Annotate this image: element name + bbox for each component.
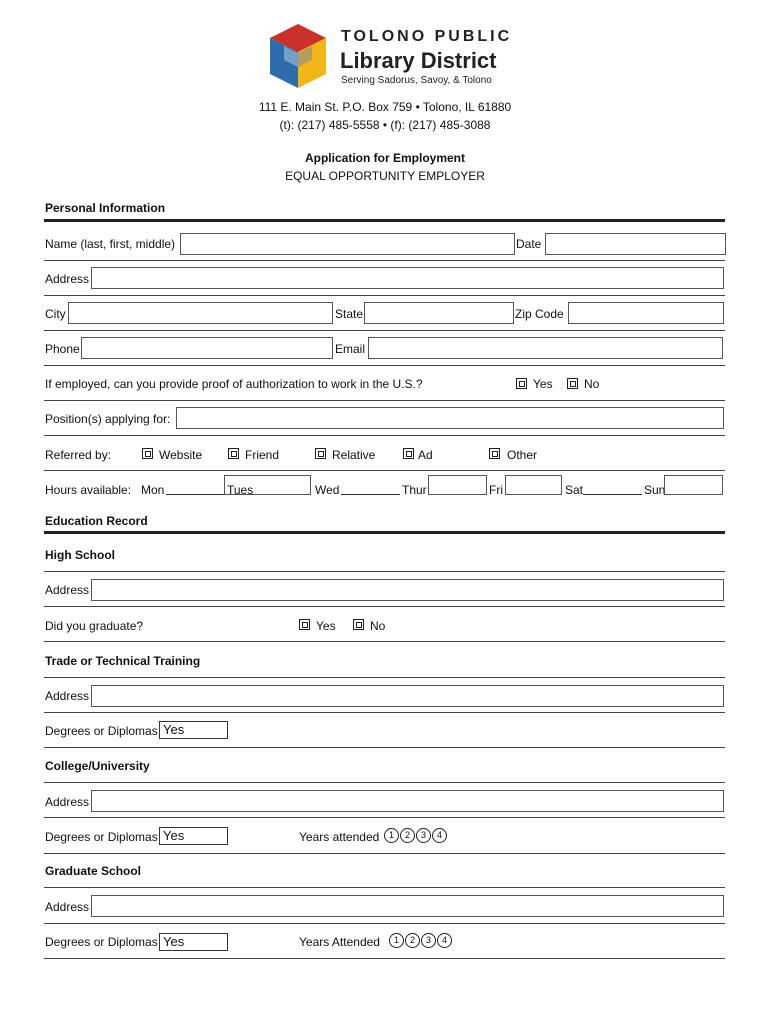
referred-other-label: Other <box>507 448 538 462</box>
referred-ad-checkbox[interactable] <box>403 448 414 459</box>
city-field[interactable] <box>68 302 333 324</box>
library-logo <box>266 22 330 94</box>
date-label: Date <box>516 237 542 251</box>
row-divider <box>44 923 725 924</box>
phone-field[interactable] <box>81 337 333 359</box>
graduate-no-label: No <box>370 619 386 633</box>
hs-address-field[interactable] <box>91 579 724 601</box>
address-label: Address <box>45 272 90 286</box>
day-thur-label: Thur <box>402 483 427 497</box>
section-divider <box>44 531 725 534</box>
college-heading: College/University <box>45 759 150 773</box>
form-title: Application for Employment <box>304 151 465 165</box>
row-divider <box>44 641 725 642</box>
section-divider <box>44 219 725 222</box>
year-1-option[interactable]: 1 <box>389 933 404 948</box>
org-address: 111 E. Main St. P.O. Box 759 • Tolono, IL 61880 <box>258 100 512 114</box>
grad-years-options[interactable] <box>389 933 453 948</box>
position-label: Position(s) applying for: <box>45 412 171 426</box>
name-field[interactable] <box>180 233 515 255</box>
zip-label: Zip Code <box>515 307 564 321</box>
wed-hours-field[interactable] <box>341 494 400 495</box>
date-field[interactable] <box>545 233 726 255</box>
row-divider <box>44 747 725 748</box>
college-degrees-field[interactable]: Yes <box>159 827 228 845</box>
row-divider <box>44 712 725 713</box>
authorization-no-checkbox[interactable] <box>567 378 578 389</box>
authorization-question: If employed, can you provide proof of authorization to work in the U.S.? <box>45 377 423 391</box>
year-4-option[interactable]: 4 <box>432 828 447 843</box>
day-wed-label: Wed <box>315 483 340 497</box>
row-divider <box>44 887 725 888</box>
referred-friend-label: Friend <box>245 448 280 462</box>
grad-degrees-field[interactable]: Yes <box>159 933 228 951</box>
year-3-option[interactable]: 3 <box>416 828 431 843</box>
college-years-options[interactable] <box>384 828 448 843</box>
sun-hours-field[interactable] <box>664 475 723 495</box>
trade-heading: Trade or Technical Training <box>45 654 201 668</box>
year-2-option[interactable]: 2 <box>400 828 415 843</box>
education-heading: Education Record <box>45 514 148 528</box>
zip-field[interactable] <box>568 302 724 324</box>
referred-other-checkbox[interactable] <box>489 448 500 459</box>
college-address-label: Address <box>45 795 90 809</box>
day-sat-label: Sat <box>565 483 584 497</box>
city-label: City <box>45 307 66 321</box>
referred-website-label: Website <box>159 448 203 462</box>
row-divider <box>44 260 725 261</box>
referred-label: Referred by: <box>45 448 112 462</box>
graduate-no-checkbox[interactable] <box>353 619 364 630</box>
year-4-option[interactable]: 4 <box>437 933 452 948</box>
referred-relative-checkbox[interactable] <box>315 448 326 459</box>
mon-hours-field[interactable] <box>166 494 224 495</box>
phone-label: Phone <box>45 342 80 356</box>
grad-address-field[interactable] <box>91 895 724 917</box>
trade-address-field[interactable] <box>91 685 724 707</box>
row-divider <box>44 400 725 401</box>
hs-address-label: Address <box>45 583 90 597</box>
referred-website-checkbox[interactable] <box>142 448 153 459</box>
row-divider <box>44 365 725 366</box>
org-tagline: Serving Sadorus, Savoy, & Tolono <box>341 75 492 86</box>
row-divider <box>44 470 725 471</box>
grad-years-label: Years Attended <box>299 935 380 949</box>
day-fri-label: Fri <box>489 483 503 497</box>
year-3-option[interactable]: 3 <box>421 933 436 948</box>
state-label: State <box>335 307 364 321</box>
authorization-yes-checkbox[interactable] <box>516 378 527 389</box>
address-field[interactable] <box>91 267 724 289</box>
college-degrees-label: Degrees or Diplomas <box>45 830 158 844</box>
high-school-heading: High School <box>45 548 115 562</box>
authorization-yes-label: Yes <box>533 377 553 391</box>
graduate-yes-checkbox[interactable] <box>299 619 310 630</box>
referred-ad-label: Ad <box>418 448 433 462</box>
graduate-school-heading: Graduate School <box>45 864 142 878</box>
row-divider <box>44 606 725 607</box>
day-tues-label: Tues <box>227 483 254 497</box>
row-divider <box>44 571 725 572</box>
org-name-line2: Library District <box>340 48 497 73</box>
trade-degrees-field[interactable]: Yes <box>159 721 228 739</box>
personal-heading: Personal Information <box>45 201 166 215</box>
college-address-field[interactable] <box>91 790 724 812</box>
row-divider <box>44 435 725 436</box>
row-divider <box>44 817 725 818</box>
graduate-yes-label: Yes <box>316 619 336 633</box>
authorization-no-label: No <box>584 377 600 391</box>
hours-label: Hours available: <box>45 483 132 497</box>
college-years-label: Years attended <box>299 830 380 844</box>
row-divider <box>44 782 725 783</box>
sat-hours-field[interactable] <box>583 494 642 495</box>
year-2-option[interactable]: 2 <box>405 933 420 948</box>
row-divider <box>44 295 725 296</box>
graduate-question: Did you graduate? <box>45 619 144 633</box>
org-name-line1: TOLONO PUBLIC <box>341 28 513 45</box>
row-divider <box>44 677 725 678</box>
trade-address-label: Address <box>45 689 90 703</box>
thur-hours-field[interactable] <box>428 475 487 495</box>
row-divider <box>44 330 725 331</box>
state-field[interactable] <box>364 302 514 324</box>
day-mon-label: Mon <box>141 483 165 497</box>
name-label: Name (last, first, middle) <box>45 237 176 251</box>
org-phones: (t): (217) 485-5558 • (f): (217) 485-3088 <box>279 118 491 132</box>
grad-degrees-label: Degrees or Diplomas <box>45 935 158 949</box>
referred-friend-checkbox[interactable] <box>228 448 239 459</box>
email-field[interactable] <box>368 337 723 359</box>
year-1-option[interactable]: 1 <box>384 828 399 843</box>
grad-address-label: Address <box>45 900 90 914</box>
form-subtitle: EQUAL OPPORTUNITY EMPLOYER <box>285 169 485 183</box>
position-field[interactable] <box>176 407 724 429</box>
email-label: Email <box>335 342 366 356</box>
row-divider <box>44 958 725 959</box>
referred-relative-label: Relative <box>332 448 376 462</box>
trade-degrees-label: Degrees or Diplomas <box>45 724 158 738</box>
row-divider <box>44 853 725 854</box>
day-sun-label: Sun <box>644 483 666 497</box>
fri-hours-field[interactable] <box>505 475 562 495</box>
